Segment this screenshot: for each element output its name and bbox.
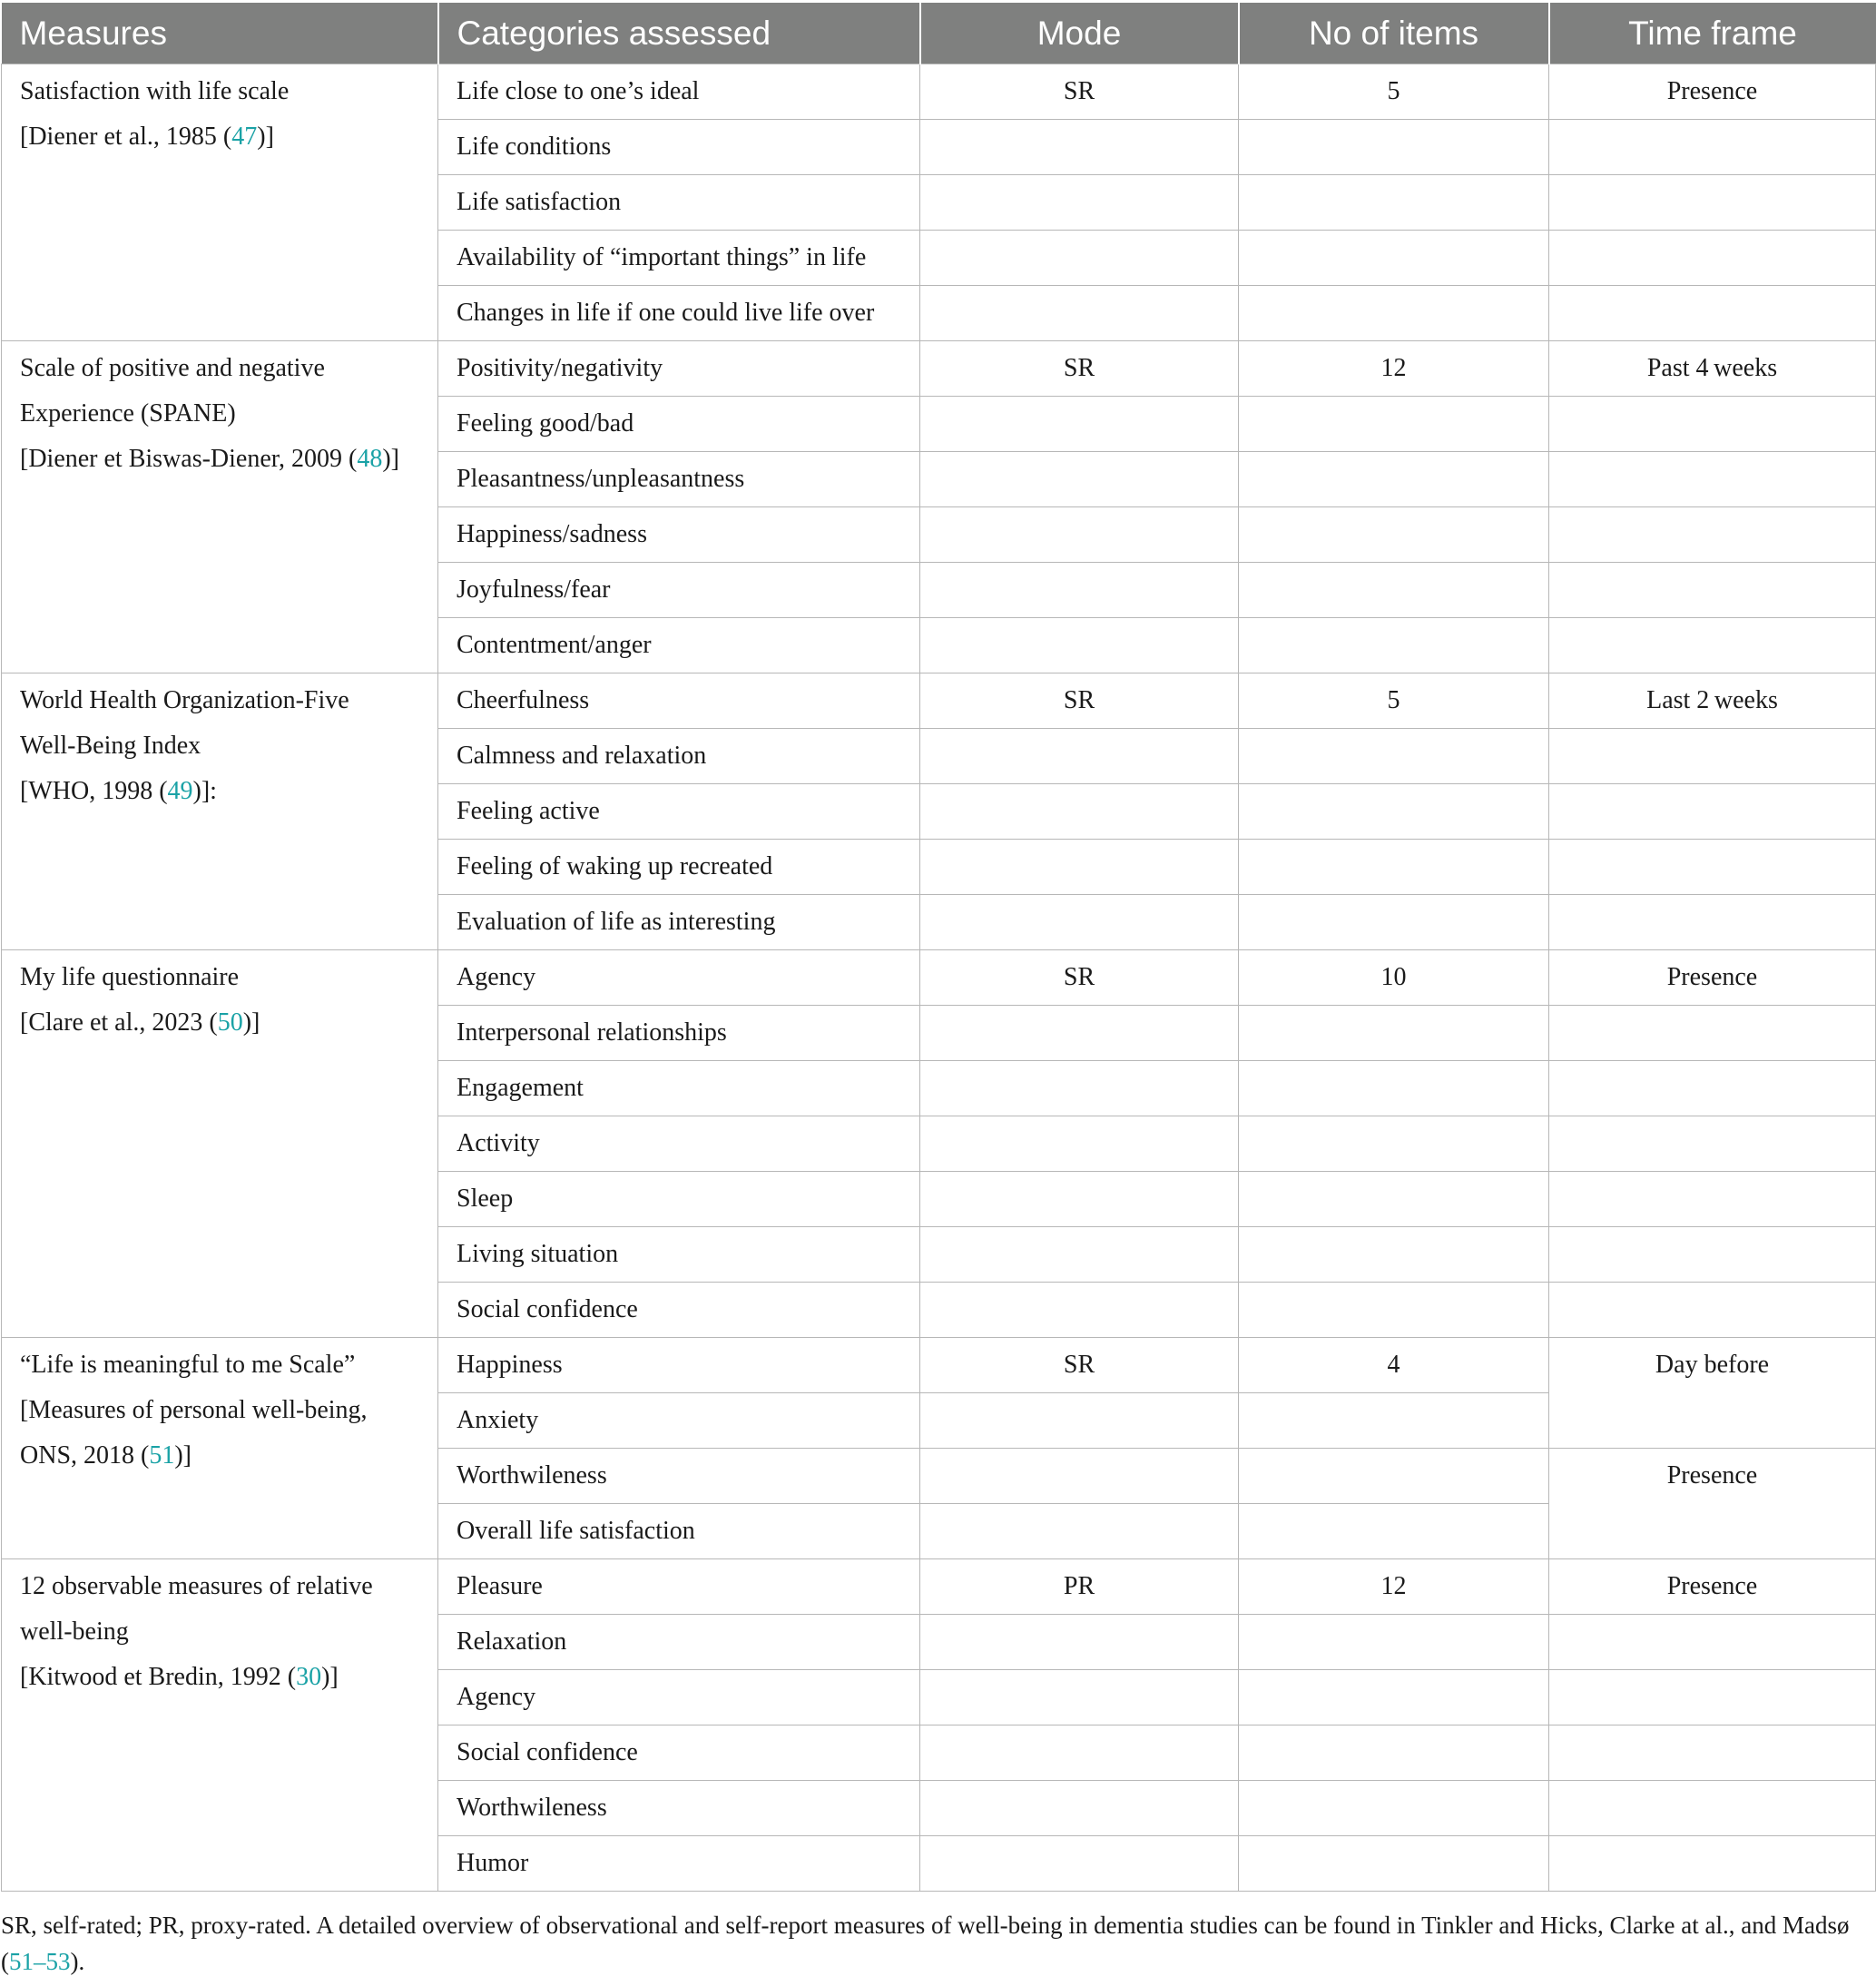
measure-line — [20, 1609, 419, 1655]
mode-cell — [920, 895, 1239, 950]
measure-name-cell — [2, 1559, 438, 1892]
header-no-of-items: No of items — [1239, 3, 1549, 64]
category-cell: Changes in life if one could live life over — [438, 286, 920, 341]
mode-cell — [920, 1615, 1239, 1670]
category-cell: Anxiety — [438, 1393, 920, 1449]
time-frame-cell — [1549, 840, 1876, 895]
items-cell — [1239, 1006, 1549, 1061]
time-frame-cell — [1549, 175, 1876, 231]
time-frame-cell — [1549, 507, 1876, 563]
measure-line — [20, 1433, 419, 1479]
category-cell: Social confidence — [438, 1283, 920, 1338]
measure-line — [20, 1564, 419, 1609]
table-row — [2, 673, 1876, 729]
category-cell: Feeling of waking up recreated — [438, 840, 920, 895]
time-frame-cell — [1549, 1227, 1876, 1283]
measure-text: Experience (SPANE) — [20, 399, 236, 428]
category-cell: Agency — [438, 1670, 920, 1725]
time-frame-cell — [1549, 1116, 1876, 1172]
measure-name-cell — [2, 1338, 438, 1559]
mode-cell — [920, 1283, 1239, 1338]
header-mode: Mode — [920, 3, 1239, 64]
items-cell: 5 — [1239, 673, 1549, 729]
items-cell — [1239, 507, 1549, 563]
time-frame-cell — [1549, 1615, 1876, 1670]
measure-text: [Measures of personal well-being, — [20, 1396, 368, 1424]
measure-text: [WHO, 1998 ( — [20, 777, 168, 805]
table-row — [2, 1559, 1876, 1615]
category-cell: Activity — [438, 1116, 920, 1172]
header-row — [2, 3, 1876, 64]
mode-cell — [920, 397, 1239, 452]
measure-line — [20, 114, 419, 160]
mode-cell — [920, 729, 1239, 784]
mode-cell — [920, 1061, 1239, 1116]
mode-cell — [920, 1227, 1239, 1283]
category-cell: Life conditions — [438, 120, 920, 175]
mode-cell — [920, 1449, 1239, 1504]
mode-cell — [920, 1116, 1239, 1172]
category-cell: Feeling active — [438, 784, 920, 840]
time-frame-cell — [1549, 452, 1876, 507]
category-cell: Contentment/anger — [438, 618, 920, 673]
header-time-frame: Time frame — [1549, 3, 1876, 64]
items-cell — [1239, 840, 1549, 895]
items-cell — [1239, 895, 1549, 950]
items-cell — [1239, 1670, 1549, 1725]
measure-text: 12 observable measures of relative — [20, 1572, 373, 1600]
category-cell: Availability of “important things” in life — [438, 231, 920, 286]
mode-cell: SR — [920, 1338, 1239, 1393]
reference-link[interactable]: 47 — [231, 123, 258, 151]
table-row — [2, 64, 1876, 120]
measure-text-suffix: )] — [321, 1663, 339, 1691]
footnote-text: SR, self-rated; PR, proxy-rated. A detailed overview of observational and self-report measures of well-being in dementia studies can be found in Tinkler and Hicks, Clarke at al., and Madsø ( — [1, 1912, 1850, 1975]
time-frame-cell — [1549, 1283, 1876, 1338]
category-cell: Overall life satisfaction — [438, 1504, 920, 1559]
items-cell — [1239, 618, 1549, 673]
measure-text: [Kitwood et Bredin, 1992 ( — [20, 1663, 297, 1691]
mode-cell: SR — [920, 673, 1239, 729]
measure-text: Well-Being Index — [20, 732, 201, 760]
time-frame-cell — [1549, 397, 1876, 452]
items-cell: 4 — [1239, 1338, 1549, 1393]
category-cell: Evaluation of life as interesting — [438, 895, 920, 950]
mode-cell — [920, 452, 1239, 507]
items-cell — [1239, 175, 1549, 231]
measure-line — [20, 437, 419, 482]
items-cell — [1239, 1615, 1549, 1670]
measure-line — [20, 955, 419, 1000]
reference-link[interactable]: 51 — [149, 1441, 175, 1470]
reference-link[interactable]: 48 — [357, 445, 383, 473]
items-cell — [1239, 120, 1549, 175]
time-frame-cell — [1549, 729, 1876, 784]
mode-cell — [920, 1504, 1239, 1559]
measure-line — [20, 69, 419, 114]
mode-cell — [920, 1781, 1239, 1836]
time-frame-cell: Presence — [1549, 1449, 1876, 1559]
time-frame-cell: Presence — [1549, 64, 1876, 120]
items-cell — [1239, 1172, 1549, 1227]
time-frame-cell: Last 2 weeks — [1549, 673, 1876, 729]
items-cell — [1239, 1283, 1549, 1338]
items-cell — [1239, 397, 1549, 452]
category-cell: Relaxation — [438, 1615, 920, 1670]
reference-link[interactable]: 49 — [167, 777, 193, 805]
category-cell: Happiness/sadness — [438, 507, 920, 563]
time-frame-cell — [1549, 1670, 1876, 1725]
measure-text-suffix: )] — [242, 1008, 260, 1037]
category-cell: Agency — [438, 950, 920, 1006]
measure-line — [20, 678, 419, 723]
time-frame-cell — [1549, 120, 1876, 175]
category-cell: Cheerfulness — [438, 673, 920, 729]
items-cell — [1239, 286, 1549, 341]
time-frame-cell — [1549, 1061, 1876, 1116]
mode-cell — [920, 1836, 1239, 1892]
category-cell: Life close to one’s ideal — [438, 64, 920, 120]
measure-line — [20, 1000, 419, 1046]
mode-cell — [920, 231, 1239, 286]
measure-line — [20, 346, 419, 391]
mode-cell — [920, 563, 1239, 618]
items-cell — [1239, 1725, 1549, 1781]
time-frame-cell — [1549, 1006, 1876, 1061]
time-frame-cell — [1549, 784, 1876, 840]
reference-link[interactable]: 50 — [217, 1008, 243, 1037]
category-cell: Humor — [438, 1836, 920, 1892]
measure-name-cell — [2, 673, 438, 950]
time-frame-cell — [1549, 286, 1876, 341]
items-cell — [1239, 1393, 1549, 1449]
measure-text: “Life is meaningful to me Scale” — [20, 1351, 356, 1379]
measure-text: World Health Organization-Five — [20, 686, 349, 714]
time-frame-cell — [1549, 231, 1876, 286]
time-frame-cell: Past 4 weeks — [1549, 341, 1876, 397]
items-cell — [1239, 1449, 1549, 1504]
mode-cell — [920, 1725, 1239, 1781]
time-frame-cell — [1549, 1781, 1876, 1836]
measure-text: [Clare et al., 2023 ( — [20, 1008, 218, 1037]
items-cell: 12 — [1239, 341, 1549, 397]
time-frame-cell: Presence — [1549, 1559, 1876, 1615]
measures-table-container — [1, 3, 1875, 1892]
mode-cell — [920, 1006, 1239, 1061]
measure-line — [20, 1342, 419, 1388]
measure-name-cell — [2, 950, 438, 1338]
measure-text: ONS, 2018 ( — [20, 1441, 150, 1470]
mode-cell — [920, 1172, 1239, 1227]
footnote-reference-link[interactable]: 51–53 — [9, 1948, 71, 1975]
category-cell: Worthwileness — [438, 1781, 920, 1836]
mode-cell — [920, 175, 1239, 231]
category-cell: Life satisfaction — [438, 175, 920, 231]
category-cell: Worthwileness — [438, 1449, 920, 1504]
mode-cell — [920, 840, 1239, 895]
measure-text-suffix: )]: — [192, 777, 217, 805]
reference-link[interactable]: 30 — [296, 1663, 322, 1691]
time-frame-cell: Day before — [1549, 1338, 1876, 1449]
items-cell — [1239, 1061, 1549, 1116]
measure-text-suffix: )] — [382, 445, 399, 473]
category-cell: Happiness — [438, 1338, 920, 1393]
category-cell: Joyfulness/fear — [438, 563, 920, 618]
measure-line — [20, 769, 419, 814]
items-cell — [1239, 1781, 1549, 1836]
measure-line — [20, 1388, 419, 1433]
table-body — [2, 64, 1876, 1892]
mode-cell — [920, 286, 1239, 341]
measure-line — [20, 723, 419, 769]
measure-name-cell — [2, 64, 438, 341]
mode-cell: PR — [920, 1559, 1239, 1615]
measure-text: well-being — [20, 1617, 129, 1646]
mode-cell — [920, 1393, 1239, 1449]
table-row — [2, 341, 1876, 397]
items-cell: 10 — [1239, 950, 1549, 1006]
items-cell — [1239, 1116, 1549, 1172]
items-cell — [1239, 231, 1549, 286]
time-frame-cell: Presence — [1549, 950, 1876, 1006]
time-frame-cell — [1549, 618, 1876, 673]
category-cell: Engagement — [438, 1061, 920, 1116]
measure-line — [20, 1655, 419, 1700]
table-row — [2, 950, 1876, 1006]
mode-cell — [920, 618, 1239, 673]
measure-text: [Diener et al., 1985 ( — [20, 123, 232, 151]
category-cell: Interpersonal relationships — [438, 1006, 920, 1061]
category-cell: Positivity/negativity — [438, 341, 920, 397]
mode-cell — [920, 1670, 1239, 1725]
header-categories-assessed: Categories assessed — [438, 3, 920, 64]
items-cell — [1239, 1836, 1549, 1892]
measure-line — [20, 391, 419, 437]
time-frame-cell — [1549, 895, 1876, 950]
items-cell: 12 — [1239, 1559, 1549, 1615]
category-cell: Pleasantness/unpleasantness — [438, 452, 920, 507]
items-cell — [1239, 729, 1549, 784]
measure-name-cell — [2, 341, 438, 673]
table-footnote — [1, 1907, 1861, 1980]
category-cell: Social confidence — [438, 1725, 920, 1781]
measure-text: [Diener et Biswas-Diener, 2009 ( — [20, 445, 358, 473]
time-frame-cell — [1549, 563, 1876, 618]
items-cell — [1239, 784, 1549, 840]
mode-cell — [920, 784, 1239, 840]
category-cell: Sleep — [438, 1172, 920, 1227]
category-cell: Calmness and relaxation — [438, 729, 920, 784]
time-frame-cell — [1549, 1725, 1876, 1781]
measure-text: My life questionnaire — [20, 963, 240, 991]
mode-cell: SR — [920, 341, 1239, 397]
measures-table — [1, 3, 1876, 1892]
mode-cell: SR — [920, 950, 1239, 1006]
time-frame-cell — [1549, 1172, 1876, 1227]
mode-cell — [920, 120, 1239, 175]
footnote-end: ). — [70, 1948, 85, 1975]
measure-text: Satisfaction with life scale — [20, 77, 290, 105]
items-cell — [1239, 563, 1549, 618]
table-row — [2, 1338, 1876, 1393]
measure-text-suffix: )] — [174, 1441, 192, 1470]
mode-cell: SR — [920, 64, 1239, 120]
category-cell: Living situation — [438, 1227, 920, 1283]
mode-cell — [920, 507, 1239, 563]
measure-text-suffix: )] — [257, 123, 274, 151]
measure-text: Scale of positive and negative — [20, 354, 325, 382]
items-cell — [1239, 452, 1549, 507]
header-measures: Measures — [2, 3, 438, 64]
items-cell: 5 — [1239, 64, 1549, 120]
category-cell: Feeling good/bad — [438, 397, 920, 452]
time-frame-cell — [1549, 1836, 1876, 1892]
category-cell: Pleasure — [438, 1559, 920, 1615]
items-cell — [1239, 1227, 1549, 1283]
items-cell — [1239, 1504, 1549, 1559]
